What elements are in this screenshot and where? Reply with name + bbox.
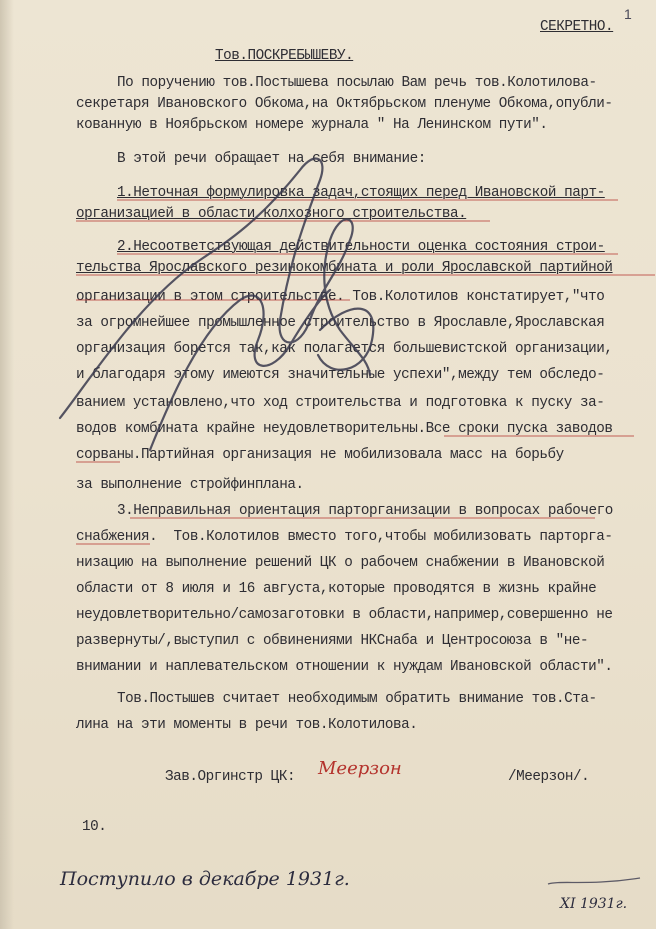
body-line: Тов.Постышев считает необходимым обратить внимание тов.Ста- bbox=[117, 691, 597, 707]
red-underlines bbox=[76, 200, 655, 544]
body-line: неудовлетворительно/самозаготовки в области,например,совершенно не bbox=[76, 607, 613, 623]
point-3-heading: 3.Неправильная ориентация парторганизации в вопросах рабочего bbox=[117, 503, 613, 519]
body-line: организация борется так,как полагается большевистской организации, bbox=[76, 341, 613, 357]
body-line: организации в этом строительстве. Тов.Колотилов констатирует,"что bbox=[76, 289, 605, 305]
body-line: за выполнение стройфинплана. bbox=[76, 477, 304, 493]
point-2-heading: 2.Несоответствующая действительности оценка состояния строи- bbox=[117, 239, 605, 255]
body-line: В этой речи обращает на себя внимание: bbox=[117, 151, 426, 167]
received-note: Поступило в декабре 1931г. bbox=[60, 868, 350, 890]
body-line: водов комбината крайне неудовлетворительны.Все сроки пуска заводов bbox=[76, 421, 613, 437]
date-note: XI 1931г. bbox=[560, 896, 628, 912]
body-line: и благодаря этому имеются значительные успехи",между тем обследо- bbox=[76, 367, 605, 383]
body-line: ванием установлено,что ход строительства и подготовка к пуску за- bbox=[76, 395, 605, 411]
signature-name: /Меерзон/. bbox=[508, 769, 590, 785]
body-line: секретаря Ивановского Обкома,на Октябрьском пленуме Обкома,опубли- bbox=[76, 96, 613, 112]
signature-title: Зав.Оргинстр ЦК: bbox=[165, 769, 296, 785]
body-line: области от 8 июля и 16 августа,которые проводятся в жизнь крайне bbox=[76, 581, 597, 597]
resolution-scrawl bbox=[60, 159, 373, 450]
body-line: По поручению тов.Постышева посылаю Вам речь тов.Колотилова- bbox=[117, 75, 597, 91]
addressee: Тов.ПОСКРЕБЫШЕВУ. bbox=[215, 48, 354, 64]
point-2-heading-cont: тельства Ярославского резинокомбината и роли Ярославской партийной bbox=[76, 260, 613, 276]
body-line: развернуты/,выступил с обвинениями НКСнаба и Центросоюза в "не- bbox=[76, 633, 589, 649]
body-line: снабжения. Тов.Колотилов вместо того,чтобы мобилизовать парторга- bbox=[76, 529, 613, 545]
body-line: кованную в Ноябрьском номере журнала " На Ленинском пути". bbox=[76, 117, 548, 133]
handwritten-signature: Меерзон bbox=[318, 758, 402, 779]
point-1-heading: 1.Неточная формулировка задач,стоящих перед Ивановской парт- bbox=[117, 185, 605, 201]
page-number: 1 bbox=[624, 6, 632, 22]
point-1-heading-cont: организацией в области колхозного строительства. bbox=[76, 206, 467, 222]
copy-number: 10. bbox=[82, 819, 107, 835]
body-line: внимании и наплевательском отношении к нуждам Ивановской области". bbox=[76, 659, 613, 675]
classification-stamp: СЕКРЕТНО. bbox=[540, 19, 614, 35]
body-line: низацию на выполнение решений ЦК о рабочем снабжении в Ивановской bbox=[76, 555, 605, 571]
body-line: за огромнейшее промышленное строительство в Ярославле,Ярославская bbox=[76, 315, 605, 331]
body-line: сорваны.Партийная организация не мобилизовала масс на борьбу bbox=[76, 447, 564, 463]
body-line: лина на эти моменты в речи тов.Колотилова. bbox=[76, 717, 418, 733]
margin-ticks bbox=[548, 878, 640, 884]
